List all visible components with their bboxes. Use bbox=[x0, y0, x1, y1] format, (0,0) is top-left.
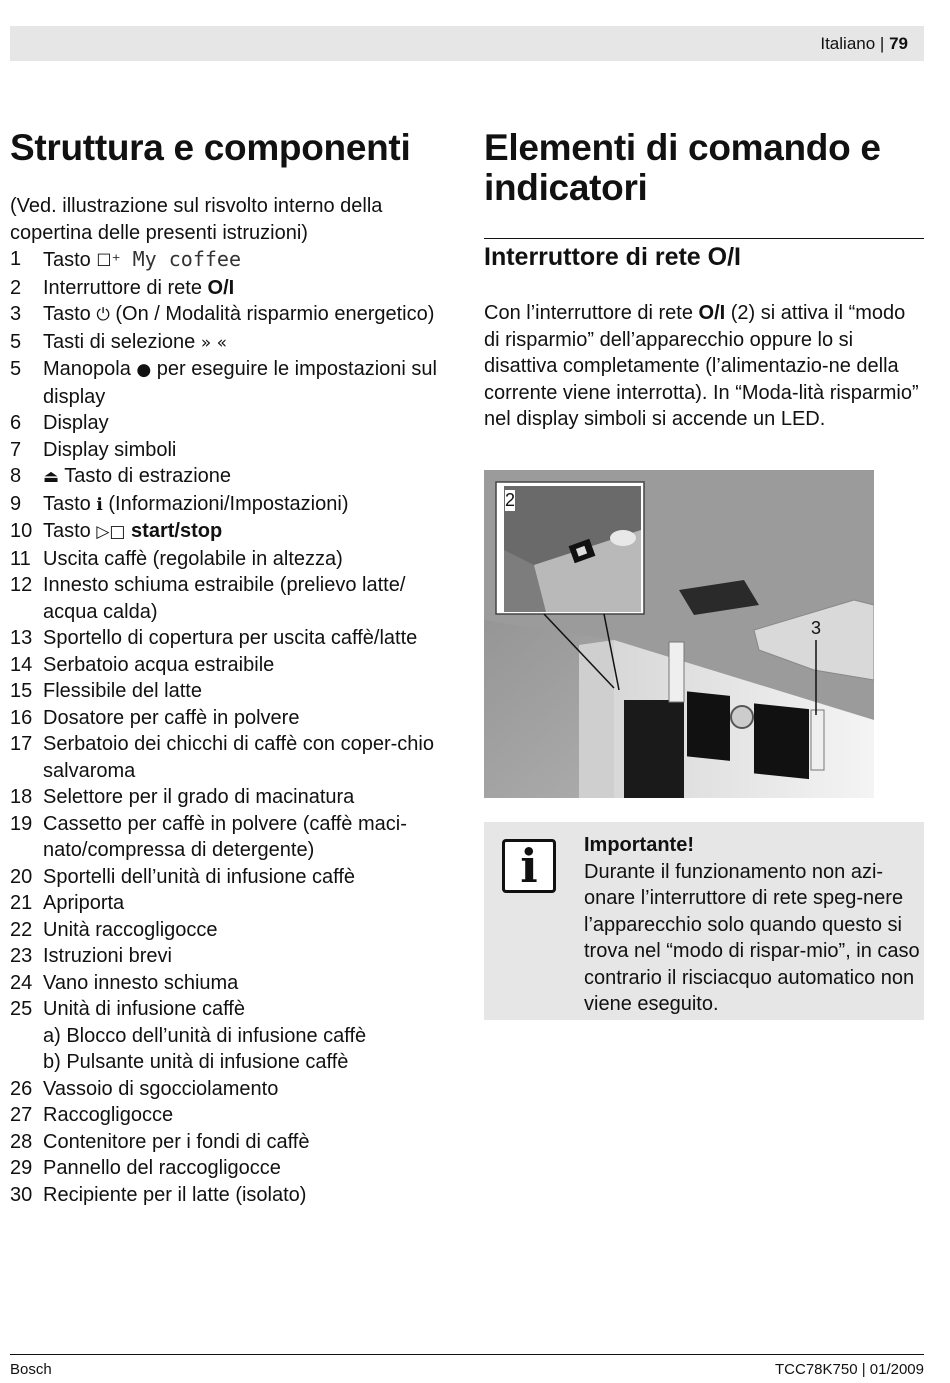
component-label: Tasto bbox=[43, 303, 97, 325]
component-label: Sportello di copertura per uscita caffè/latte bbox=[43, 627, 418, 649]
component-number: 26 bbox=[10, 1077, 33, 1100]
component-text bbox=[43, 705, 460, 732]
component-label-tail: per eseguire le impostazioni sul display bbox=[43, 358, 437, 408]
component-item bbox=[10, 1155, 460, 1182]
component-text bbox=[43, 410, 460, 437]
component-number: 3 bbox=[10, 303, 22, 325]
component-text bbox=[43, 546, 460, 573]
page-header bbox=[10, 26, 924, 61]
components-section bbox=[10, 193, 460, 1208]
component-label: Dosatore per caffè in polvere bbox=[43, 706, 300, 729]
component-number: 25 bbox=[10, 998, 33, 1020]
info-icon-letter: i bbox=[520, 839, 538, 893]
component-number: 22 bbox=[10, 918, 33, 941]
component-bold: O/I bbox=[207, 276, 235, 299]
component-text bbox=[43, 864, 460, 891]
footer-divider bbox=[10, 1354, 924, 1355]
component-item bbox=[10, 1076, 460, 1103]
component-label-tail: Tasto di estrazione bbox=[59, 465, 232, 487]
component-number: 5 bbox=[10, 330, 22, 353]
component-item bbox=[10, 811, 460, 864]
component-text bbox=[43, 1076, 460, 1103]
header-language: Italiano bbox=[820, 34, 876, 53]
component-text bbox=[43, 437, 460, 464]
para-text-1: Con l’interruttore di rete bbox=[484, 302, 699, 324]
component-label: Tasti di selezione bbox=[43, 330, 201, 353]
component-text bbox=[43, 1182, 460, 1209]
component-item bbox=[10, 572, 460, 625]
component-item bbox=[10, 518, 460, 546]
component-number: 17 bbox=[10, 733, 33, 755]
knob-icon: ● bbox=[136, 360, 152, 380]
component-item bbox=[10, 356, 460, 410]
component-label: Pannello del raccogligocce bbox=[43, 1157, 281, 1179]
component-label: Recipiente per il latte (isolato) bbox=[43, 1183, 307, 1206]
notice-text bbox=[584, 832, 924, 1018]
component-label: Unità raccogligocce bbox=[43, 918, 218, 941]
component-text bbox=[43, 996, 460, 1023]
component-item bbox=[10, 546, 460, 573]
component-label: Istruzioni brevi bbox=[43, 945, 172, 967]
component-number: 8 bbox=[10, 465, 22, 487]
component-number: 30 bbox=[10, 1183, 33, 1206]
component-number: 11 bbox=[10, 547, 31, 570]
component-text bbox=[43, 625, 460, 652]
component-item bbox=[10, 491, 460, 519]
para-text-2: (2) si attiva il “modo di risparmio” dell’apparecchio oppure lo si disattiva completamente (l’alimentazio-ne della corrente viene interrotta). In “Moda-lità risparmio” nel display simboli si accende un LED. bbox=[484, 302, 919, 430]
component-item bbox=[10, 678, 460, 705]
component-item bbox=[10, 943, 460, 970]
component-item bbox=[10, 864, 460, 891]
component-label: Display simboli bbox=[43, 438, 177, 461]
component-label: Uscita caffè (regolabile in altezza) bbox=[43, 547, 343, 570]
main-switch-paragraph bbox=[484, 300, 924, 433]
component-item bbox=[10, 1129, 460, 1156]
component-item bbox=[10, 996, 460, 1023]
callout-2: 2 bbox=[505, 490, 516, 510]
subsection-title: Interruttore di rete O/I bbox=[484, 243, 741, 271]
component-item bbox=[10, 329, 460, 357]
component-label: Cassetto per caffè in polvere (caffè maci-nato/compressa di detergente) bbox=[43, 812, 407, 861]
component-label: Raccogligocce bbox=[43, 1104, 174, 1126]
component-label-tail: (Informazioni/Impostazioni) bbox=[102, 492, 349, 515]
components-intro: (Ved. illustrazione sul risvolto interno della copertina delle presenti istruzioni) bbox=[10, 195, 383, 244]
component-number: 15 bbox=[10, 680, 33, 702]
component-item bbox=[10, 246, 460, 275]
header-label bbox=[820, 34, 908, 54]
component-text bbox=[43, 275, 460, 302]
cup-plus-icon: ☐⁺ bbox=[96, 251, 121, 271]
component-label: Apriporta bbox=[43, 892, 125, 914]
footer-brand: Bosch bbox=[10, 1361, 52, 1378]
component-number: 2 bbox=[10, 276, 22, 299]
component-item bbox=[10, 917, 460, 944]
machine-illustration bbox=[484, 470, 874, 798]
component-text bbox=[43, 1155, 460, 1182]
component-text bbox=[43, 1023, 460, 1050]
component-number: 12 bbox=[10, 574, 33, 596]
component-item bbox=[10, 410, 460, 437]
components-list bbox=[10, 246, 460, 1208]
chevrons-icon: » « bbox=[200, 332, 228, 353]
component-text bbox=[43, 678, 460, 705]
component-text bbox=[43, 652, 460, 679]
component-label-tail: My coffee bbox=[120, 247, 241, 271]
component-number bbox=[10, 1023, 43, 1050]
component-label: Tasto bbox=[43, 520, 97, 542]
component-text bbox=[43, 301, 460, 329]
component-label: b) Pulsante unità di infusione caffè bbox=[43, 1051, 349, 1073]
component-item bbox=[10, 731, 460, 784]
footer-model-date: TCC78K750 | 01/2009 bbox=[775, 1361, 924, 1378]
component-text bbox=[43, 784, 460, 811]
component-text bbox=[43, 917, 460, 944]
component-item bbox=[10, 301, 460, 329]
component-label: Selettore per il grado di macinatura bbox=[43, 786, 355, 808]
component-number: 16 bbox=[10, 706, 33, 729]
start-stop-icon: ▷□ bbox=[96, 522, 126, 542]
component-item bbox=[10, 463, 460, 491]
component-number: 29 bbox=[10, 1157, 33, 1179]
component-number: 19 bbox=[10, 812, 33, 835]
component-text bbox=[43, 463, 460, 491]
component-number: 6 bbox=[10, 412, 22, 434]
right-title: Elementi di comando e indicatori bbox=[484, 127, 881, 208]
component-label: Tasto bbox=[43, 249, 97, 271]
component-label: Interruttore di rete bbox=[43, 276, 208, 299]
notice-title: Importante! bbox=[584, 834, 694, 856]
component-number: 9 bbox=[10, 492, 22, 515]
component-label: Manopola bbox=[43, 358, 137, 380]
component-item bbox=[10, 652, 460, 679]
component-item bbox=[10, 890, 460, 917]
page-number: 79 bbox=[889, 34, 908, 53]
component-label: Tasto bbox=[43, 492, 97, 515]
eject-icon: ⏏ bbox=[43, 467, 60, 487]
component-number: 7 bbox=[10, 438, 22, 461]
component-number: 24 bbox=[10, 971, 33, 994]
component-label: Contenitore per i fondi di caffè bbox=[43, 1130, 310, 1153]
component-item bbox=[10, 1102, 460, 1129]
component-text bbox=[43, 491, 460, 519]
component-text bbox=[43, 943, 460, 970]
component-text bbox=[43, 518, 460, 546]
component-label: Flessibile del latte bbox=[43, 680, 202, 702]
component-item bbox=[10, 437, 460, 464]
component-number: 27 bbox=[10, 1104, 33, 1126]
callout-3: 3 bbox=[811, 618, 822, 638]
component-item bbox=[10, 970, 460, 997]
component-number: 10 bbox=[10, 520, 33, 542]
component-number: 18 bbox=[10, 786, 33, 808]
header-separator: | bbox=[879, 34, 885, 53]
component-label: Unità di infusione caffè bbox=[43, 998, 245, 1020]
component-item bbox=[10, 1182, 460, 1209]
component-item bbox=[10, 705, 460, 732]
component-number: 13 bbox=[10, 627, 33, 649]
component-label: Vassoio di sgocciolamento bbox=[43, 1077, 279, 1100]
component-number: 21 bbox=[10, 892, 33, 914]
component-number: 23 bbox=[10, 945, 33, 967]
component-text bbox=[43, 356, 460, 410]
component-label-tail: (On / Modalità risparmio energetico) bbox=[109, 303, 435, 325]
component-label: Innesto schiuma estraibile (prelievo latte/ acqua calda) bbox=[43, 574, 406, 623]
important-notice bbox=[484, 822, 924, 1020]
component-text bbox=[43, 572, 460, 625]
component-text bbox=[43, 890, 460, 917]
para-bold: O/I bbox=[698, 302, 726, 324]
component-text bbox=[43, 970, 460, 997]
component-text bbox=[43, 246, 460, 275]
component-label: a) Blocco dell’unità di infusione caffè bbox=[43, 1024, 367, 1047]
power-icon: ⏻ bbox=[96, 305, 110, 325]
component-bold-tail: start/stop bbox=[125, 520, 223, 542]
component-label: Display bbox=[43, 412, 109, 434]
component-text bbox=[43, 1102, 460, 1129]
component-text bbox=[43, 329, 460, 357]
component-number bbox=[10, 1049, 43, 1076]
component-text bbox=[43, 1049, 460, 1076]
notice-body: Durante il funzionamento non azi-onare l’interruttore di rete speg-nere l’apparecchio solo quando questo si trova nel “modo di rispar-mio”, in caso contrario il risciacquo automatico non viene eseguito. bbox=[584, 860, 920, 1015]
component-item bbox=[10, 1049, 460, 1076]
left-title: Struttura e componenti bbox=[10, 127, 411, 168]
component-number: 14 bbox=[10, 653, 33, 676]
info-icon: ℹ bbox=[96, 494, 103, 515]
component-item bbox=[10, 1023, 460, 1050]
info-icon bbox=[502, 839, 556, 893]
component-label: Serbatoio dei chicchi di caffè con coper-chio salvaroma bbox=[43, 733, 434, 782]
component-label: Sportelli dell’unità di infusione caffè bbox=[43, 865, 356, 888]
component-label: Vano innesto schiuma bbox=[43, 971, 239, 994]
component-text bbox=[43, 1129, 460, 1156]
component-number: 1 bbox=[10, 248, 22, 270]
component-item bbox=[10, 784, 460, 811]
component-text bbox=[43, 731, 460, 784]
component-number: 5 bbox=[10, 358, 22, 380]
component-item bbox=[10, 625, 460, 652]
component-label: Serbatoio acqua estraibile bbox=[43, 653, 275, 676]
component-item bbox=[10, 275, 460, 302]
component-text bbox=[43, 811, 460, 864]
component-number: 20 bbox=[10, 865, 33, 888]
section-divider bbox=[484, 238, 924, 239]
component-number: 28 bbox=[10, 1130, 33, 1153]
